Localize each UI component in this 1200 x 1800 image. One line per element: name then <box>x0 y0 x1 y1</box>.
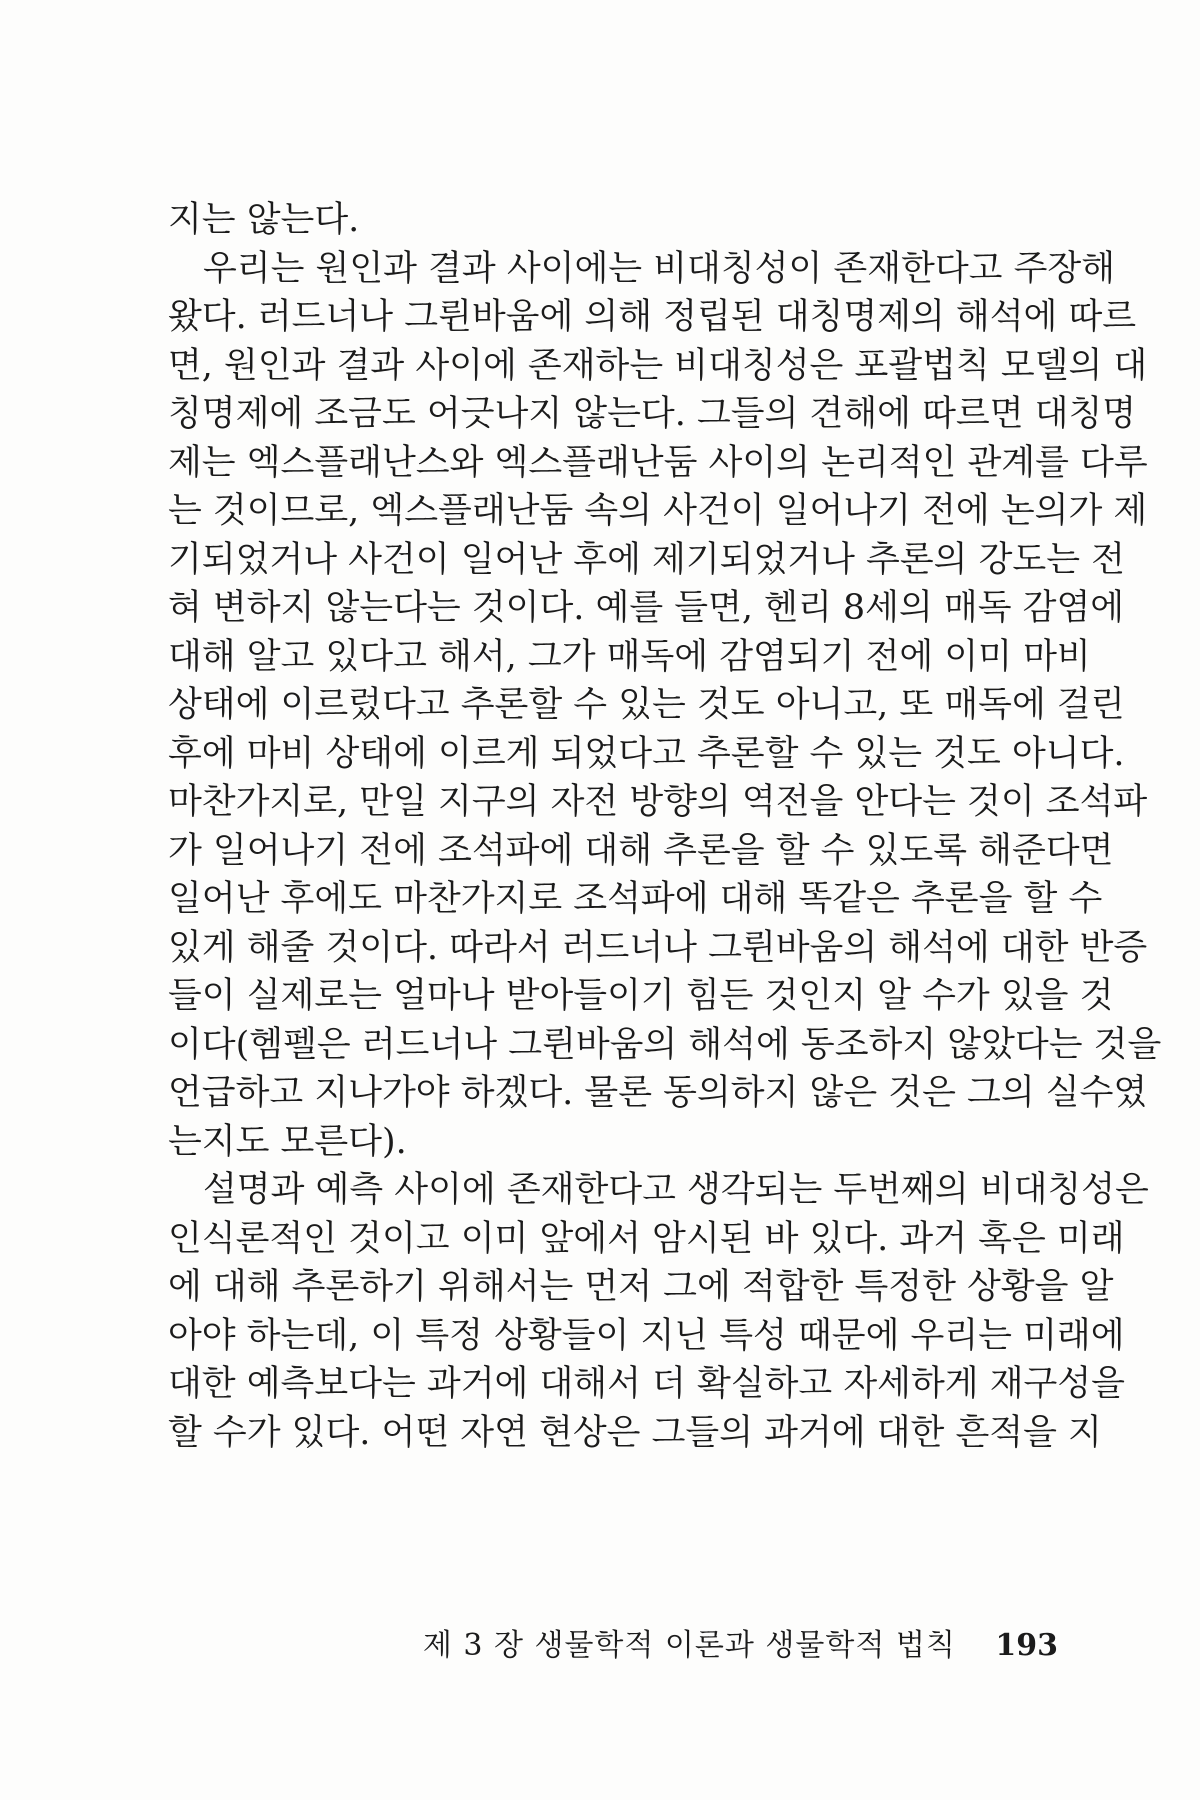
text-line: 면, 원인과 결과 사이에 존재하는 비대칭성은 포괄법칙 모델의 대 <box>168 345 1148 386</box>
text-line: 제는 엑스플래난스와 엑스플래난둠 사이의 논리적인 관계를 다루 <box>168 442 1148 483</box>
text-line: 들이 실제로는 얼마나 받아들이기 힘든 것인지 알 수가 있을 것 <box>168 976 1114 1016</box>
text-line: 대해 알고 있다고 해서, 그가 매독에 감염되기 전에 이미 마비 <box>168 636 1091 677</box>
running-footer <box>423 1620 1058 1664</box>
text-line: 설명과 예측 사이에 존재한다고 생각되는 두번째의 비대칭성은 <box>203 1170 1149 1210</box>
text-line: 일어난 후에도 마찬가지로 조석파에 대해 똑같은 추론을 할 수 <box>168 879 1103 919</box>
chapter-title: 제 3 장 생물학적 이론과 생물학적 법칙 <box>422 1628 956 1663</box>
text-line: 후에 마비 상태에 이르게 되었다고 추론할 수 있는 것도 아니다. <box>168 733 1125 774</box>
text-line: 대한 예측보다는 과거에 대해서 더 확실하고 자세하게 재구성을 <box>168 1364 1125 1404</box>
text-line: 상태에 이르렀다고 추론할 수 있는 것도 아니고, 또 매독에 걸린 <box>168 685 1125 725</box>
text-line: 기되었거나 사건이 일어난 후에 제기되었거나 추론의 강도는 전 <box>168 539 1125 580</box>
text-line: 혀 변하지 않는다는 것이다. 예를 들면, 헨리 8세의 매독 감염에 <box>168 588 1125 628</box>
text-line: 이다(헴펠은 러드너나 그륀바움의 해석에 동조하지 않았다는 것을 <box>168 1024 1162 1065</box>
text-line: 아야 하는데, 이 특정 상황들이 지닌 특성 때문에 우리는 미래에 <box>168 1315 1125 1356</box>
text-line: 왔다. 러드너나 그륀바움에 의해 정립된 대칭명제의 해석에 따르 <box>168 297 1137 337</box>
text-line: 지는 않는다. <box>168 200 360 240</box>
text-line: 는지도 모른다). <box>168 1121 407 1162</box>
text-line: 언급하고 지나가야 하겠다. 물론 동의하지 않은 것은 그의 실수였 <box>168 1073 1148 1113</box>
text-line: 마찬가지로, 만일 지구의 자전 방향의 역전을 안다는 것이 조석파 <box>168 782 1148 822</box>
text-line: 있게 해줄 것이다. 따라서 러드너나 그륀바움의 해석에 대한 반증 <box>168 927 1148 968</box>
body-text <box>168 196 1162 1457</box>
text-line: 는 것이므로, 엑스플래난둠 속의 사건이 일어나기 전에 논의가 제 <box>168 491 1148 531</box>
text-line: 할 수가 있다. 어떤 자연 현상은 그들의 과거에 대한 흔적을 지 <box>168 1412 1102 1453</box>
text-line: 칭명제에 조금도 어긋나지 않는다. 그들의 견해에 따르면 대칭명 <box>168 394 1137 434</box>
page-number: 193 <box>995 1628 1058 1663</box>
text-line: 우리는 원인과 결과 사이에는 비대칭성이 존재한다고 주장해 <box>203 248 1116 289</box>
text-line: 인식론적인 것이고 이미 앞에서 암시된 바 있다. 과거 혹은 미래 <box>168 1218 1125 1259</box>
text-line: 에 대해 추론하기 위해서는 먼저 그에 적합한 특정한 상황을 알 <box>168 1267 1114 1307</box>
text-line: 가 일어나기 전에 조석파에 대해 추론을 할 수 있도록 해준다면 <box>168 830 1114 871</box>
